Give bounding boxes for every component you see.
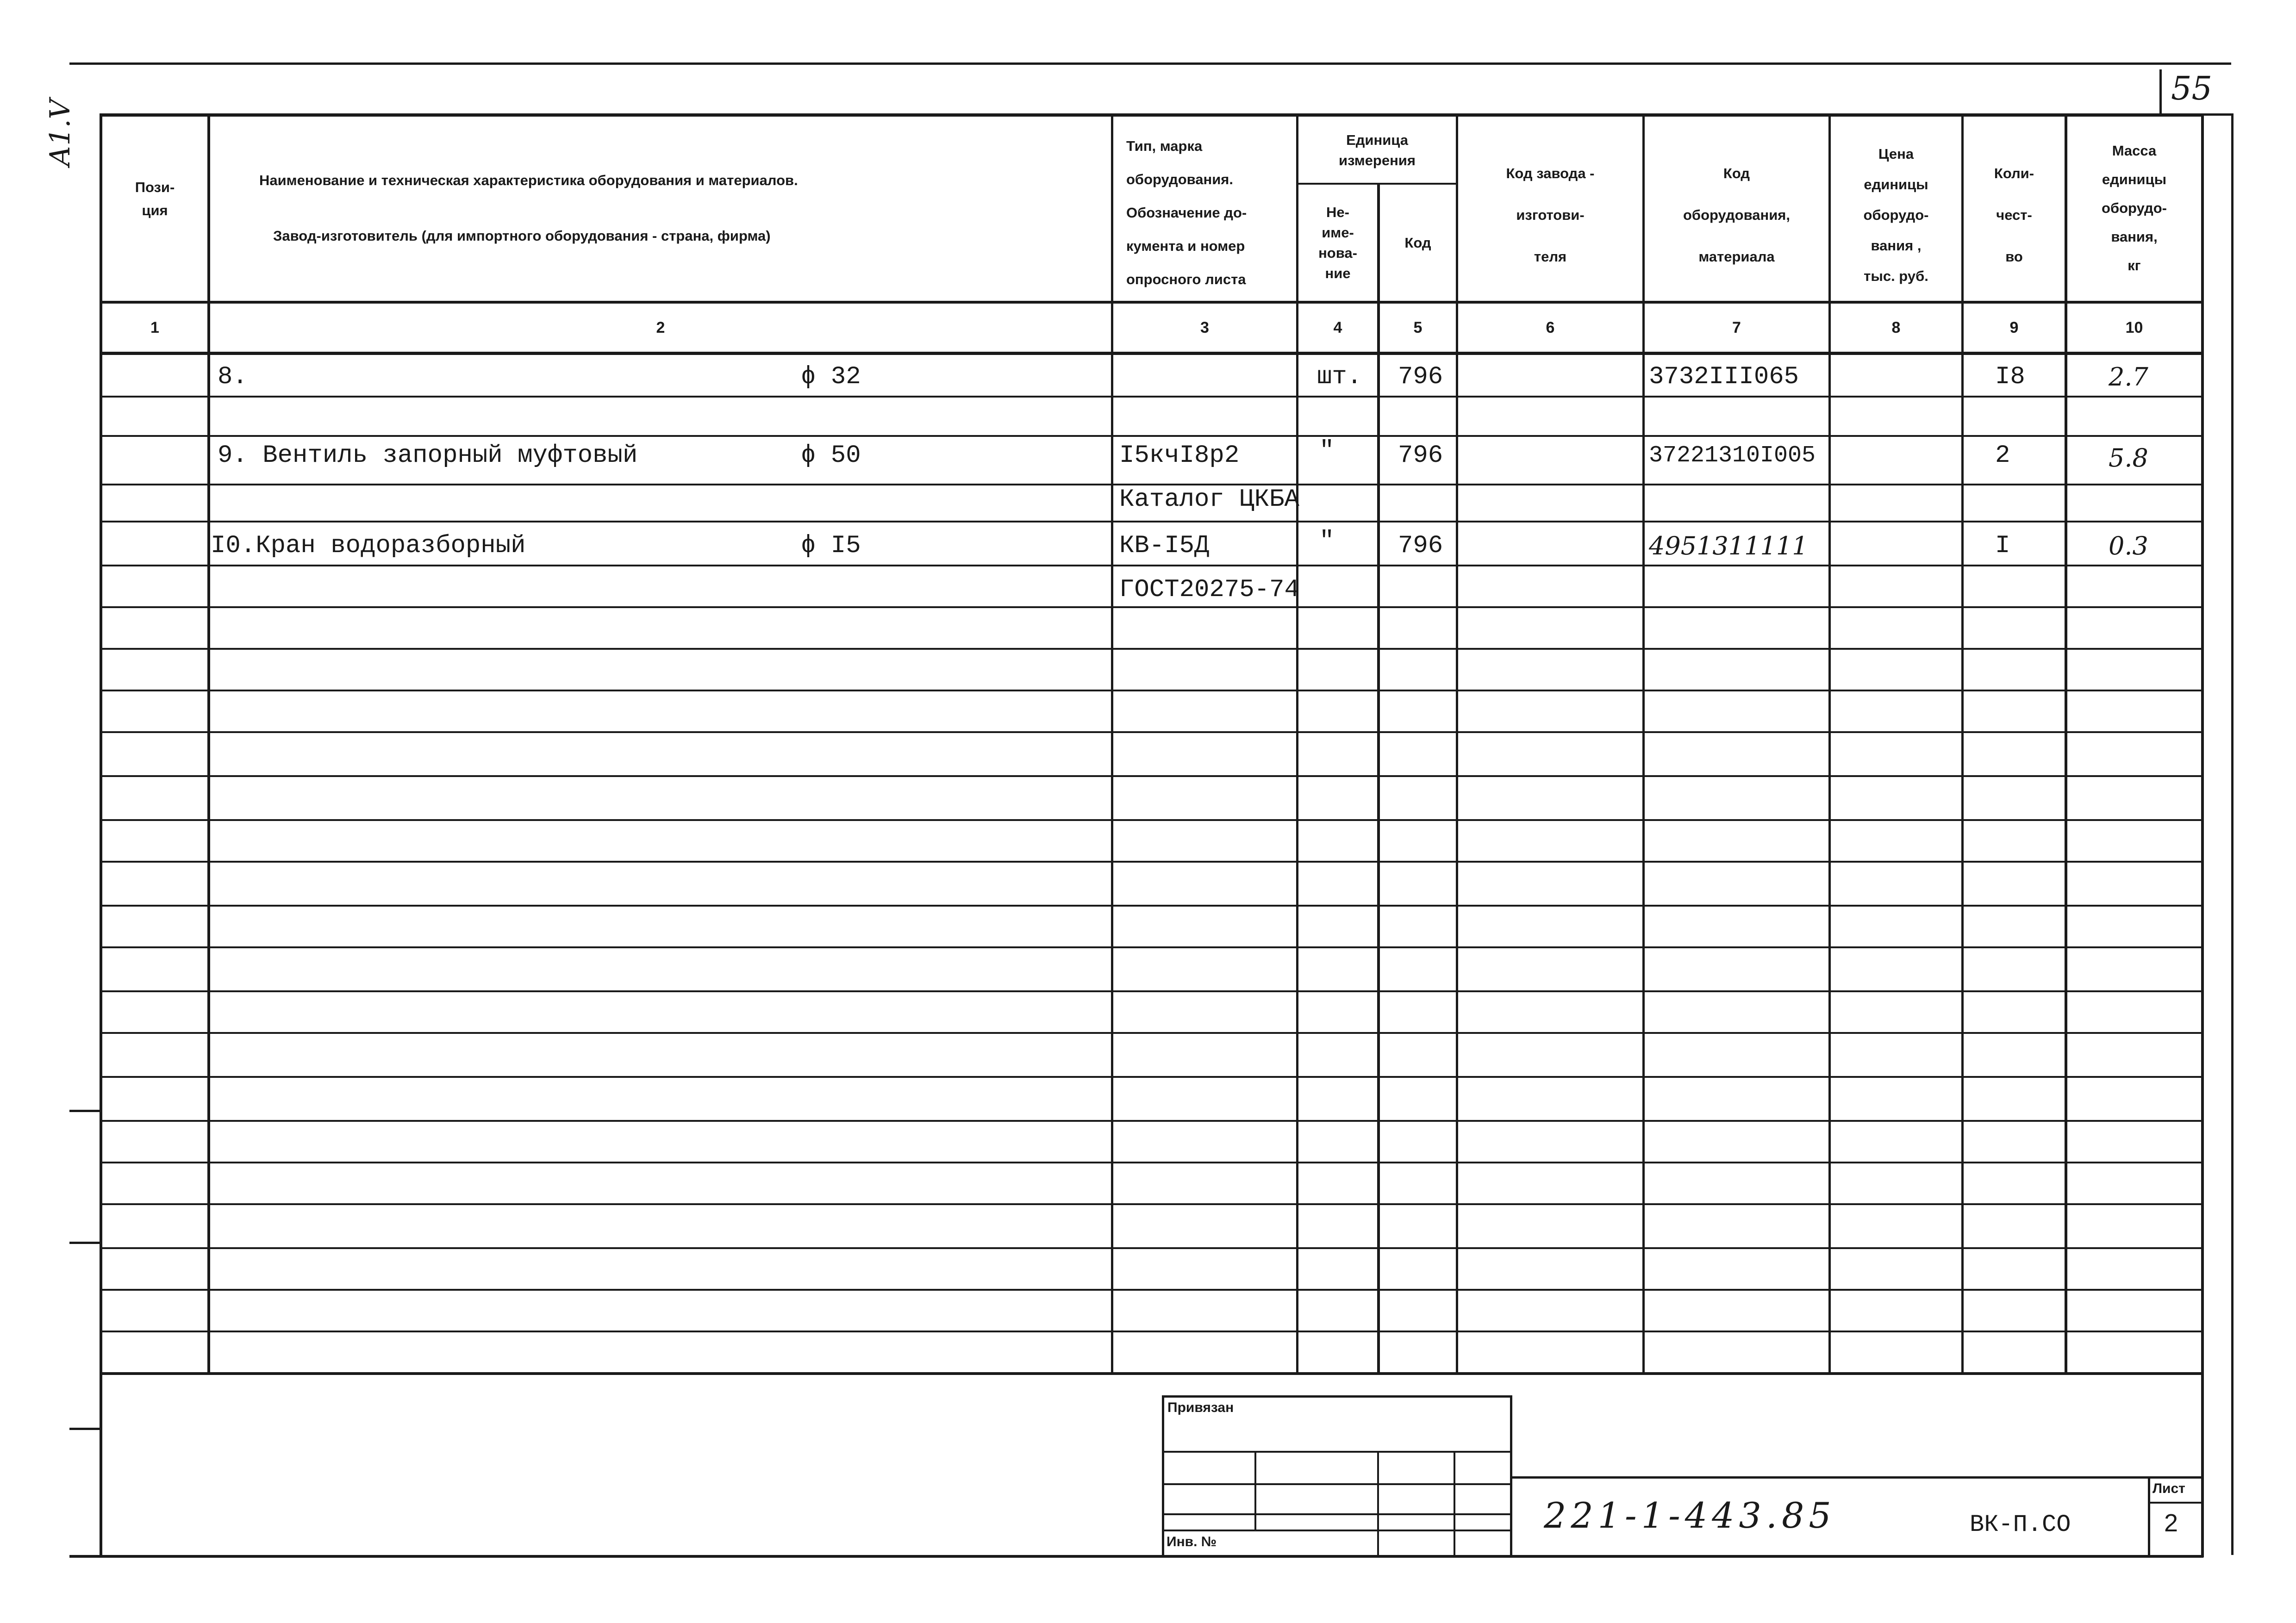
header-position: Пози- ция bbox=[135, 179, 175, 218]
header-type: Тип, марка оборудования. Обозначение до- кумента и номер опросного листа bbox=[1126, 138, 1247, 287]
column-number: 6 bbox=[1546, 318, 1555, 336]
attached-label: Привязан bbox=[1167, 1400, 1234, 1415]
header-name: Наименование и техническая характеристика оборудования и материалов. Завод-изготовитель (для импортного оборудования - страна, фирма) bbox=[259, 172, 798, 244]
document-code: 221-1-443.85 bbox=[1544, 1495, 1836, 1536]
sheet-number: 2 bbox=[2164, 1509, 2178, 1537]
item-diameter: ϕ I5 bbox=[801, 532, 861, 560]
item-unit-code: 796 bbox=[1398, 532, 1443, 560]
column-number: 1 bbox=[150, 318, 159, 336]
column-number: 8 bbox=[1891, 318, 1901, 336]
header-unit-code: Код bbox=[1404, 235, 1431, 251]
item-name: 8. bbox=[218, 363, 248, 391]
item-quantity: I8 bbox=[1995, 363, 2025, 391]
item-type: Каталог ЦКБА bbox=[1119, 485, 1299, 514]
item-unit-code: 796 bbox=[1398, 442, 1443, 470]
header-factory-code: Код завода - изготови- теля bbox=[1506, 165, 1595, 265]
item-quantity: I bbox=[1995, 532, 2010, 560]
header-price: Цена единицы оборудо- вания , тыс. руб. bbox=[1863, 146, 1929, 284]
item-unit: шт. bbox=[1317, 363, 1362, 391]
item-unit: " bbox=[1319, 437, 1335, 465]
page-number: 55 bbox=[2171, 69, 2213, 107]
item-material-code: 3732III065 bbox=[1649, 363, 1799, 391]
header-unit-name: Не- име- нова- ние bbox=[1318, 204, 1357, 281]
header-material-code: Код оборудования, материала bbox=[1683, 165, 1790, 265]
item-unit: " bbox=[1319, 527, 1335, 555]
column-number: 2 bbox=[656, 318, 665, 336]
inventory-label: Инв. № bbox=[1167, 1534, 1217, 1549]
column-number: 4 bbox=[1333, 318, 1342, 336]
top-border-line bbox=[69, 62, 2231, 65]
item-unit-code: 796 bbox=[1398, 363, 1443, 391]
item-name: 9. Вентиль запорный муфтовый bbox=[218, 442, 638, 470]
sheet-label: Лист bbox=[2152, 1481, 2185, 1496]
item-quantity: 2 bbox=[1995, 442, 2010, 470]
item-name: I0.Кран водоразборный bbox=[211, 532, 526, 560]
item-type: I5кчI8р2 bbox=[1119, 442, 1240, 470]
header-unit-group: Единица измерения bbox=[1339, 132, 1416, 168]
column-number: 9 bbox=[2009, 318, 2019, 336]
header-mass: Масса единицы оборудо- вания, кг bbox=[2102, 143, 2167, 274]
column-number: 5 bbox=[1413, 318, 1423, 336]
header-quantity: Коли- чест- во bbox=[1994, 165, 2034, 265]
column-number: 10 bbox=[2125, 318, 2143, 336]
item-type: КВ-I5Д bbox=[1119, 532, 1210, 560]
item-type: ГОСТ20275-74 bbox=[1119, 576, 1299, 604]
item-mass: 0.3 bbox=[2109, 531, 2148, 560]
document-mark: ВК-П.СО bbox=[1970, 1511, 2071, 1538]
item-mass: 5.8 bbox=[2109, 443, 2148, 473]
item-material-code: 4951311111 bbox=[1649, 531, 1808, 560]
margin-mark: А1.V bbox=[44, 99, 76, 167]
item-diameter: ϕ 50 bbox=[801, 442, 861, 470]
item-mass: 2.7 bbox=[2109, 362, 2148, 392]
item-material-code: 37221310I005 bbox=[1649, 442, 1816, 469]
column-number: 3 bbox=[1200, 318, 1209, 336]
column-number: 7 bbox=[1732, 318, 1741, 336]
item-diameter: ϕ 32 bbox=[801, 363, 861, 391]
